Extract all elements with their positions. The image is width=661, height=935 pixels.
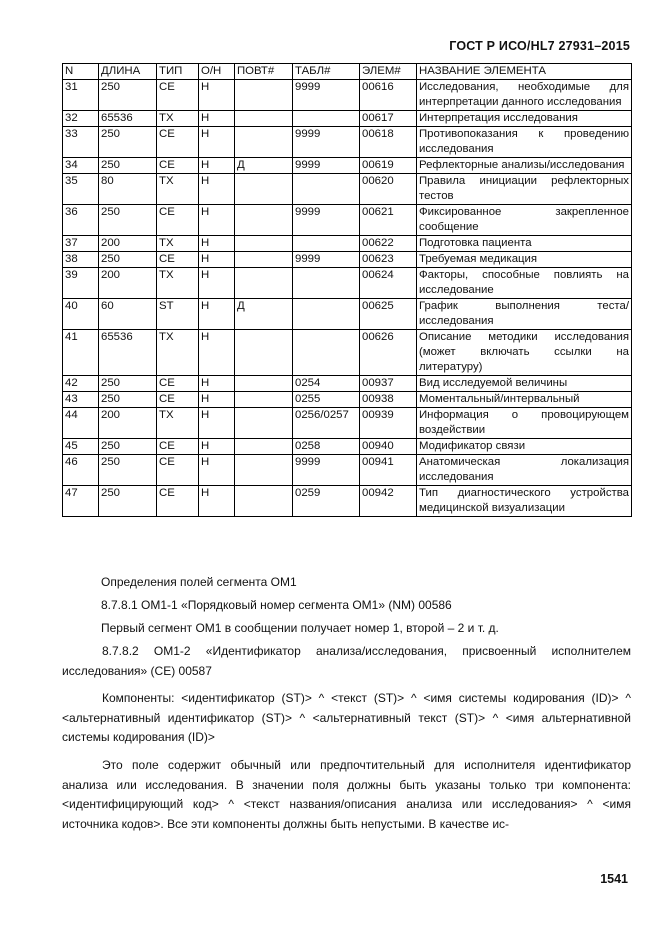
page-number: 1541 bbox=[600, 872, 628, 886]
cell-col-element: 00941 bbox=[360, 455, 417, 486]
cell-col-name: Тип диагностического устройства медицинской визуализации bbox=[417, 486, 632, 517]
cell-col-n: 35 bbox=[63, 174, 99, 205]
cell-col-table: 9999 bbox=[293, 455, 360, 486]
cell-col-opt: Н bbox=[199, 205, 235, 236]
table-row bbox=[63, 439, 632, 455]
cell-col-type: TX bbox=[157, 111, 199, 127]
table-header-row bbox=[63, 64, 632, 80]
segment-elements-table bbox=[62, 63, 632, 517]
cell-col-opt: Н bbox=[199, 330, 235, 376]
cell-col-type: CE bbox=[157, 392, 199, 408]
paragraph-first-segment: Первый сегмент OM1 в сообщении получает номер 1, второй – 2 и т. д. bbox=[101, 621, 499, 635]
cell-col-table: 0258 bbox=[293, 439, 360, 455]
header-col-length: ДЛИНА bbox=[99, 64, 157, 80]
paragraph-field-description: Это поле содержит обычный или предпочтительный для исполнителя идентификатор анализа или исследования. В значении поля должны быть указаны только три компонента: <идентифицирующий код> ^ <текст названия/описания анализа или исследования> ^ <имя источника кодов>. Все эти компоненты должны быть непустыми. В качестве ис- bbox=[62, 758, 631, 831]
cell-col-name: Вид исследуемой величины bbox=[417, 376, 632, 392]
cell-col-table: 9999 bbox=[293, 205, 360, 236]
table-row bbox=[63, 158, 632, 174]
table-row bbox=[63, 205, 632, 236]
cell-col-element: 00942 bbox=[360, 486, 417, 517]
cell-col-opt: Н bbox=[199, 111, 235, 127]
header-col-name: НАЗВАНИЕ ЭЛЕМЕНТА bbox=[417, 64, 632, 80]
cell-col-element: 00938 bbox=[360, 392, 417, 408]
cell-col-repeat bbox=[235, 408, 293, 439]
cell-col-name: Анатомическая локализация исследования bbox=[417, 455, 632, 486]
cell-col-table bbox=[293, 111, 360, 127]
cell-col-name: График выполнения теста/исследования bbox=[417, 299, 632, 330]
cell-col-length: 250 bbox=[99, 486, 157, 517]
cell-col-name: Противопоказания к проведению исследования bbox=[417, 127, 632, 158]
cell-col-opt: Н bbox=[199, 455, 235, 486]
cell-col-n: 40 bbox=[63, 299, 99, 330]
cell-col-name: Подготовка пациента bbox=[417, 236, 632, 252]
cell-col-type: TX bbox=[157, 408, 199, 439]
cell-col-repeat: Д bbox=[235, 158, 293, 174]
cell-col-name: Исследования, необходимые для интерпретации данного исследования bbox=[417, 80, 632, 111]
cell-col-length: 250 bbox=[99, 252, 157, 268]
cell-col-repeat bbox=[235, 174, 293, 205]
cell-col-type: CE bbox=[157, 127, 199, 158]
cell-col-element: 00620 bbox=[360, 174, 417, 205]
cell-col-n: 41 bbox=[63, 330, 99, 376]
cell-col-table bbox=[293, 236, 360, 252]
cell-col-table: 0256/0257 bbox=[293, 408, 360, 439]
table-row bbox=[63, 408, 632, 439]
cell-col-opt: Н bbox=[199, 299, 235, 330]
table-row bbox=[63, 236, 632, 252]
cell-col-name: Интерпретация исследования bbox=[417, 111, 632, 127]
cell-col-n: 44 bbox=[63, 408, 99, 439]
cell-col-length: 250 bbox=[99, 205, 157, 236]
cell-col-repeat bbox=[235, 252, 293, 268]
cell-col-repeat bbox=[235, 392, 293, 408]
cell-col-opt: Н bbox=[199, 439, 235, 455]
cell-col-opt: Н bbox=[199, 174, 235, 205]
cell-col-opt: Н bbox=[199, 127, 235, 158]
cell-col-repeat bbox=[235, 455, 293, 486]
cell-col-table: 9999 bbox=[293, 80, 360, 111]
cell-col-table: 0259 bbox=[293, 486, 360, 517]
cell-col-opt: Н bbox=[199, 252, 235, 268]
paragraph-components: Компоненты: <идентификатор (ST)> ^ <текст (ST)> ^ <имя системы кодирования (ID)> ^ <альтернативный идентификатор (ST)> ^ <альтернативный текст (ST)> ^ <имя альтернативной системы кодирования (ID)> bbox=[62, 691, 631, 745]
cell-col-length: 200 bbox=[99, 408, 157, 439]
table-body bbox=[63, 80, 632, 517]
cell-col-length: 65536 bbox=[99, 330, 157, 376]
cell-col-length: 200 bbox=[99, 236, 157, 252]
table-row bbox=[63, 127, 632, 158]
table-row bbox=[63, 455, 632, 486]
cell-col-name: Правила инициации рефлекторных тестов bbox=[417, 174, 632, 205]
cell-col-element: 00616 bbox=[360, 80, 417, 111]
cell-col-type: CE bbox=[157, 486, 199, 517]
cell-col-type: CE bbox=[157, 158, 199, 174]
cell-col-repeat bbox=[235, 205, 293, 236]
cell-col-element: 00619 bbox=[360, 158, 417, 174]
cell-col-opt: Н bbox=[199, 158, 235, 174]
cell-col-name: Описание методики исследования (может включать ссылки на литературу) bbox=[417, 330, 632, 376]
cell-col-type: CE bbox=[157, 455, 199, 486]
cell-col-name: Фиксированное закрепленное сообщение bbox=[417, 205, 632, 236]
table-row bbox=[63, 268, 632, 299]
cell-col-length: 250 bbox=[99, 455, 157, 486]
cell-col-name: Рефлекторные анализы/исследования bbox=[417, 158, 632, 174]
cell-col-n: 33 bbox=[63, 127, 99, 158]
cell-col-opt: Н bbox=[199, 486, 235, 517]
cell-col-type: TX bbox=[157, 174, 199, 205]
cell-col-length: 200 bbox=[99, 268, 157, 299]
header-col-element: ЭЛЕМ# bbox=[360, 64, 417, 80]
cell-col-table bbox=[293, 330, 360, 376]
table-row bbox=[63, 486, 632, 517]
cell-col-table: 9999 bbox=[293, 158, 360, 174]
cell-col-name: Информация о провоцирующем воздействии bbox=[417, 408, 632, 439]
cell-col-opt: Н bbox=[199, 392, 235, 408]
cell-col-opt: Н bbox=[199, 408, 235, 439]
cell-col-n: 38 bbox=[63, 252, 99, 268]
cell-col-n: 34 bbox=[63, 158, 99, 174]
cell-col-element: 00623 bbox=[360, 252, 417, 268]
cell-col-type: TX bbox=[157, 268, 199, 299]
cell-col-n: 36 bbox=[63, 205, 99, 236]
cell-col-length: 250 bbox=[99, 439, 157, 455]
header-col-n: N bbox=[63, 64, 99, 80]
header-col-opt: О/Н bbox=[199, 64, 235, 80]
cell-col-repeat bbox=[235, 127, 293, 158]
cell-col-type: CE bbox=[157, 80, 199, 111]
table-row bbox=[63, 299, 632, 330]
header-col-table: ТАБЛ# bbox=[293, 64, 360, 80]
clause-8-7-8-2: 8.7.8.2 OM1-2 «Идентификатор анализа/исследования, присвоенный исполнителем исследования» (CE) 00587 bbox=[62, 644, 631, 678]
cell-col-n: 39 bbox=[63, 268, 99, 299]
section-title: Определения полей сегмента OM1 bbox=[101, 575, 297, 589]
cell-col-element: 00940 bbox=[360, 439, 417, 455]
cell-col-table bbox=[293, 299, 360, 330]
clause-8-7-8-1: 8.7.8.1 OM1-1 «Порядковый номер сегмента OM1» (NM) 00586 bbox=[101, 598, 452, 612]
cell-col-element: 00618 bbox=[360, 127, 417, 158]
table-row bbox=[63, 111, 632, 127]
document-header-id: ГОСТ Р ИСО/HL7 27931–2015 bbox=[449, 39, 630, 53]
table-row bbox=[63, 80, 632, 111]
cell-col-length: 60 bbox=[99, 299, 157, 330]
cell-col-n: 46 bbox=[63, 455, 99, 486]
cell-col-element: 00617 bbox=[360, 111, 417, 127]
cell-col-length: 65536 bbox=[99, 111, 157, 127]
cell-col-element: 00625 bbox=[360, 299, 417, 330]
cell-col-type: CE bbox=[157, 376, 199, 392]
cell-col-name: Факторы, способные повлиять на исследование bbox=[417, 268, 632, 299]
table-row bbox=[63, 252, 632, 268]
cell-col-type: TX bbox=[157, 236, 199, 252]
cell-col-length: 80 bbox=[99, 174, 157, 205]
cell-col-element: 00937 bbox=[360, 376, 417, 392]
cell-col-repeat: Д bbox=[235, 299, 293, 330]
cell-col-type: ST bbox=[157, 299, 199, 330]
cell-col-length: 250 bbox=[99, 376, 157, 392]
cell-col-n: 32 bbox=[63, 111, 99, 127]
cell-col-name: Требуемая медикация bbox=[417, 252, 632, 268]
table-row bbox=[63, 392, 632, 408]
cell-col-repeat bbox=[235, 236, 293, 252]
cell-col-table: 0255 bbox=[293, 392, 360, 408]
cell-col-table: 9999 bbox=[293, 127, 360, 158]
cell-col-repeat bbox=[235, 376, 293, 392]
cell-col-table: 0254 bbox=[293, 376, 360, 392]
cell-col-n: 47 bbox=[63, 486, 99, 517]
cell-col-n: 42 bbox=[63, 376, 99, 392]
cell-col-element: 00939 bbox=[360, 408, 417, 439]
cell-col-repeat bbox=[235, 486, 293, 517]
cell-col-opt: Н bbox=[199, 376, 235, 392]
cell-col-n: 31 bbox=[63, 80, 99, 111]
cell-col-length: 250 bbox=[99, 127, 157, 158]
table-row bbox=[63, 376, 632, 392]
cell-col-repeat bbox=[235, 439, 293, 455]
table-row bbox=[63, 174, 632, 205]
cell-col-name: Модификатор связи bbox=[417, 439, 632, 455]
cell-col-n: 43 bbox=[63, 392, 99, 408]
cell-col-element: 00624 bbox=[360, 268, 417, 299]
cell-col-repeat bbox=[235, 330, 293, 376]
cell-col-opt: Н bbox=[199, 268, 235, 299]
cell-col-element: 00626 bbox=[360, 330, 417, 376]
cell-col-n: 45 bbox=[63, 439, 99, 455]
cell-col-table bbox=[293, 268, 360, 299]
cell-col-element: 00621 bbox=[360, 205, 417, 236]
header-col-repeat: ПОВТ# bbox=[235, 64, 293, 80]
cell-col-length: 250 bbox=[99, 392, 157, 408]
table-row bbox=[63, 330, 632, 376]
cell-col-type: CE bbox=[157, 252, 199, 268]
cell-col-opt: Н bbox=[199, 80, 235, 111]
cell-col-repeat bbox=[235, 111, 293, 127]
cell-col-repeat bbox=[235, 80, 293, 111]
cell-col-element: 00622 bbox=[360, 236, 417, 252]
cell-col-table bbox=[293, 174, 360, 205]
header-col-type: ТИП bbox=[157, 64, 199, 80]
cell-col-table: 9999 bbox=[293, 252, 360, 268]
cell-col-opt: Н bbox=[199, 236, 235, 252]
cell-col-type: CE bbox=[157, 439, 199, 455]
cell-col-type: CE bbox=[157, 205, 199, 236]
cell-col-repeat bbox=[235, 268, 293, 299]
cell-col-type: TX bbox=[157, 330, 199, 376]
cell-col-name: Моментальный/интервальный bbox=[417, 392, 632, 408]
cell-col-n: 37 bbox=[63, 236, 99, 252]
cell-col-length: 250 bbox=[99, 80, 157, 111]
cell-col-length: 250 bbox=[99, 158, 157, 174]
